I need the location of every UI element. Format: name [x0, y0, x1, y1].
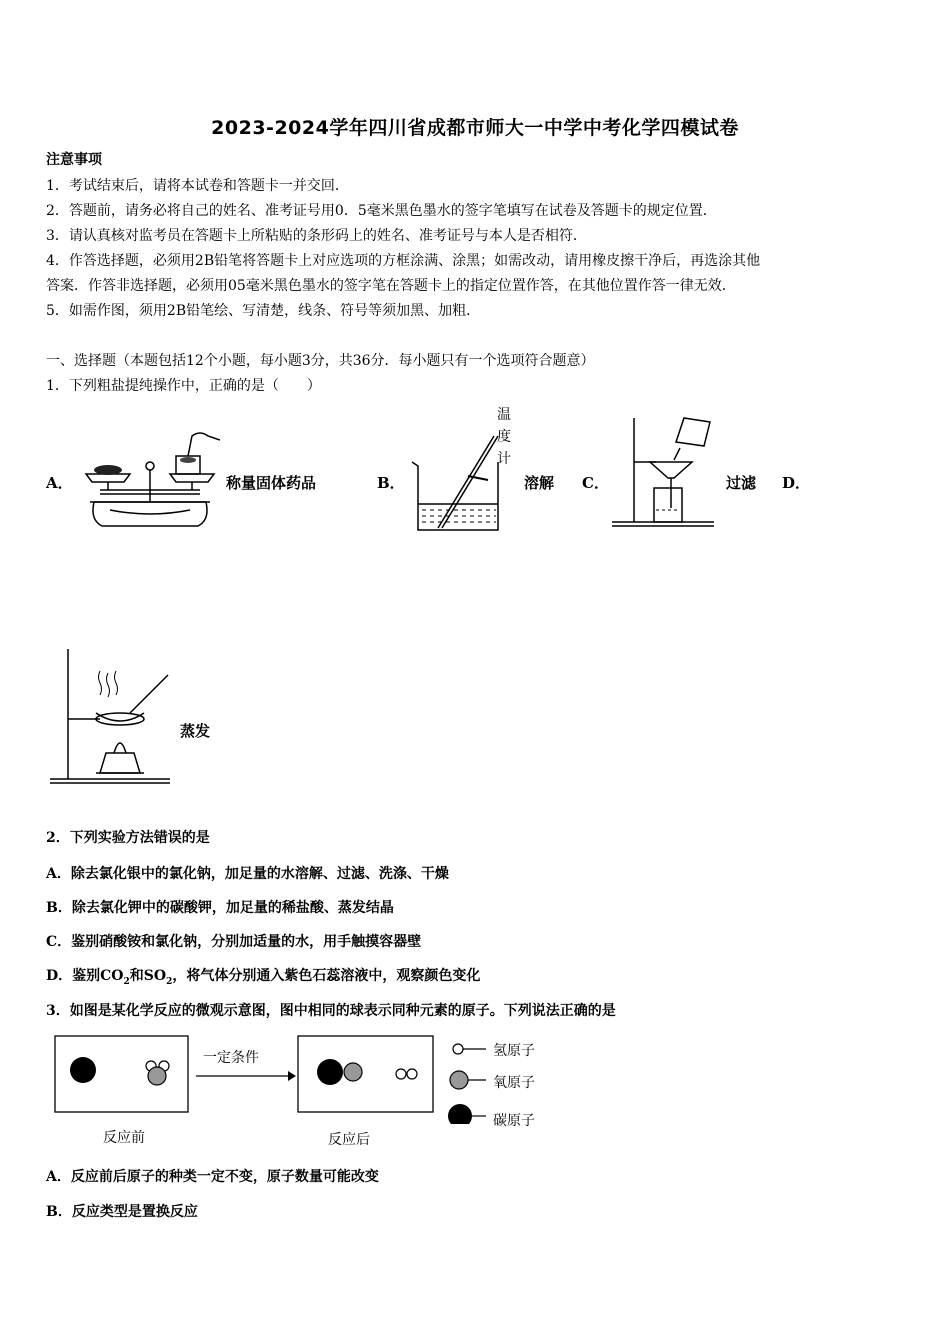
- question-2-option-d: D．鉴别$CO_2$和$SO_2$，将气体分别通入紫色石蕊溶液中，观察颜色变化: [46, 968, 481, 987]
- water-molecule: [148, 1067, 166, 1085]
- notice-item-2: 2．答题前，请务必将自己的姓名、准考证号用0．5毫米黑色墨水的签字笔填写在试卷及答题卡的规定位置．: [46, 203, 717, 219]
- thermometer-char-1: 温: [497, 407, 511, 423]
- question-3-option-b: B．反应类型是置换反应: [46, 1204, 198, 1220]
- balance-illustration: [80, 430, 220, 530]
- question-3-option-a: A．反应前后原子的种类一定不变，原子数量可能改变: [46, 1169, 379, 1185]
- section-heading: 一、选择题（本题包括12个小题，每小题3分，共36分．每小题只有一个选项符合题意）: [46, 353, 595, 369]
- q1-option-b-letter: B．: [377, 474, 405, 492]
- question-2-option-c: C．鉴别硝酸铵和氯化钠，分别加适量的水，用手触摸容器壁: [46, 934, 422, 950]
- q1-option-a-letter: A．: [46, 474, 73, 492]
- question-2-option-b: B．除去氯化钾中的碳酸钾，加足量的稀盐酸、蒸发结晶: [46, 900, 394, 916]
- carbon-atom-before: [70, 1057, 96, 1083]
- thermometer-char-3: 计: [497, 451, 511, 467]
- question-2-option-a: A．除去氯化银中的氯化钠，加足量的水溶解、过滤、洗涤、干燥: [46, 866, 449, 882]
- question-3-stem: 3．如图是某化学反应的微观示意图，图中相同的球表示同种元素的原子。下列说法正确的是: [46, 1003, 616, 1019]
- oxygen-legend-icon: [450, 1071, 468, 1089]
- q1-option-c-label: 过滤: [726, 474, 757, 492]
- page-title: 2023-2024学年四川省成都市师大一中学中考化学四模试卷: [211, 117, 739, 139]
- reaction-diagram: [50, 1034, 550, 1124]
- hydrogen-legend-icon: [453, 1044, 463, 1054]
- notice-item-1: 1．考试结束后，请将本试卷和答题卡一并交回．: [46, 178, 349, 194]
- question-2-stem: 2．下列实验方法错误的是: [46, 830, 210, 846]
- thermometer-char-2: 度: [497, 429, 511, 445]
- carbon-legend-icon: [448, 1104, 472, 1124]
- carbon-atom-after: [317, 1059, 343, 1085]
- q1-option-d-label: 蒸发: [180, 722, 211, 740]
- evaporation-illustration: [48, 645, 172, 790]
- label-after: 反应后: [328, 1132, 370, 1148]
- legend-carbon: 碳原子: [493, 1113, 535, 1129]
- q1-option-a-label: 称量固体药品: [226, 474, 317, 492]
- q1-option-b-label: 溶解: [524, 474, 555, 492]
- notice-item-4-cont: 答案．作答非选择题，必须用05毫米黑色墨水的签字笔在答题卡上的指定位置作答，在其他位置作答一律无效．: [46, 278, 736, 294]
- question-1-stem: 1．下列粗盐提纯操作中，正确的是（ ）: [46, 378, 321, 394]
- reaction-condition: 一定条件: [203, 1050, 259, 1066]
- q1-option-d-letter: D．: [782, 474, 811, 492]
- q1-option-c-letter: C．: [582, 474, 609, 492]
- legend-oxygen: 氧原子: [493, 1075, 535, 1091]
- label-before: 反应前: [103, 1130, 145, 1146]
- notice-heading: 注意事项: [46, 152, 102, 168]
- notice-item-3: 3．请认真核对监考员在答题卡上所粘贴的条形码上的姓名、准考证号与本人是否相符．: [46, 228, 587, 244]
- beaker-thermometer-illustration: [408, 428, 508, 536]
- notice-item-5: 5．如需作图，须用2B铅笔绘、写清楚，线条、符号等须加黑、加粗．: [46, 303, 481, 319]
- notice-item-4: 4．作答选择题，必须用2B铅笔将答题卡上对应选项的方框涂满、涂黑；如需改动，请用橡皮擦干净后，再选涂其他: [46, 253, 761, 269]
- filtration-illustration: [610, 412, 720, 532]
- legend-hydrogen: 氢原子: [493, 1043, 535, 1059]
